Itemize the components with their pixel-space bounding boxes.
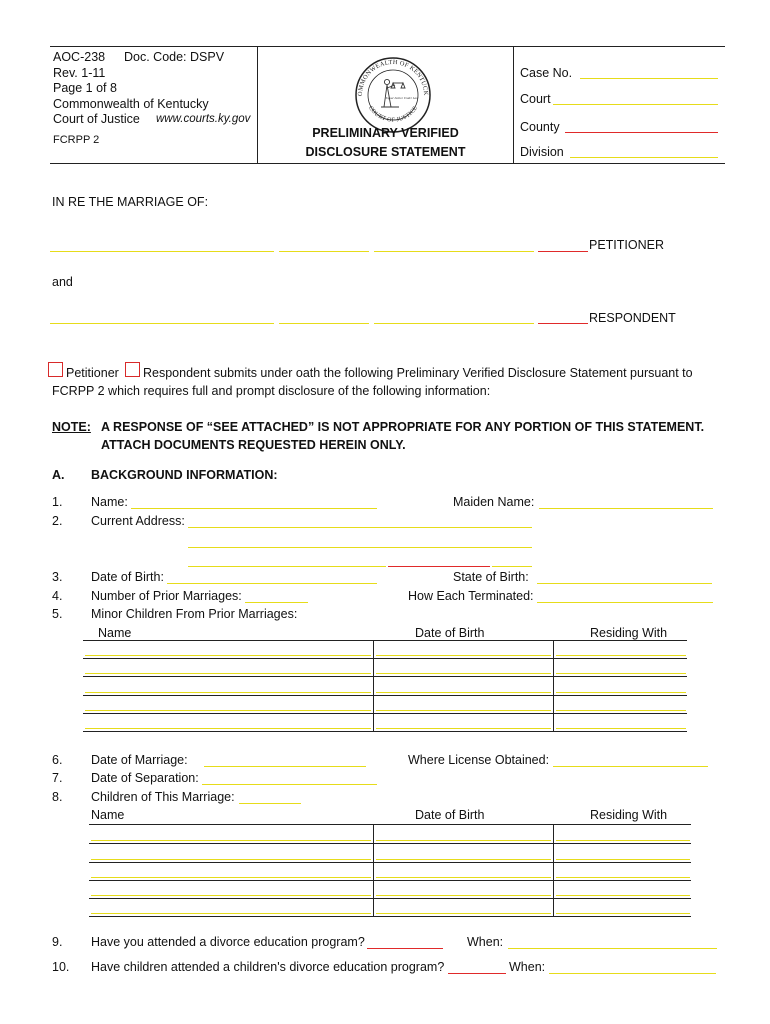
divorce-education-label: Have you attended a divorce education program? (91, 935, 365, 949)
justice-figure-icon (381, 79, 405, 107)
date-of-marriage-label: Date of Marriage: (91, 753, 188, 767)
seal-bottom-text: COURT OF JUSTICE (366, 105, 420, 124)
divorce-education-when-field[interactable] (508, 948, 717, 949)
oath-statement-line2: FCRPP 2 which requires full and prompt disclosure of the following information: (52, 384, 491, 398)
form-title-line1: PRELIMINARY VERIFIED (312, 126, 459, 140)
note-line1: A RESPONSE OF “SEE ATTACHED” IS NOT APPROPRIATE FOR ANY PORTION OF THIS STATEMENT. (101, 420, 705, 434)
children-of-marriage-label: Children of This Marriage: (91, 790, 235, 804)
children-education-field[interactable] (448, 973, 506, 974)
division-field[interactable] (570, 157, 718, 158)
date-of-separation-field[interactable] (202, 784, 377, 785)
current-address-label: Current Address: (91, 514, 185, 528)
and-label: and (52, 275, 73, 289)
case-no-field[interactable] (580, 78, 718, 79)
address-city-field[interactable] (188, 566, 386, 567)
table-row[interactable] (89, 898, 691, 899)
table-row[interactable] (89, 843, 691, 844)
division-label: Division (520, 145, 564, 159)
county-label: County (520, 120, 560, 134)
item-2-number: 2. (52, 514, 63, 528)
respondent-last-name-field[interactable] (374, 323, 534, 324)
svg-text:COURT OF JUSTICE (367, 105, 419, 123)
divorce-education-when-label: When: (467, 935, 504, 949)
license-obtained-field[interactable] (553, 766, 708, 767)
how-terminated-label: How Each Terminated: (408, 589, 534, 603)
date-of-birth-label: Date of Birth: (91, 570, 164, 584)
maiden-name-label: Maiden Name: (453, 495, 535, 509)
respondent-label: RESPONDENT (589, 311, 676, 325)
court-label: Court (520, 92, 551, 106)
website-link[interactable]: www.courts.ky.gov (156, 113, 251, 125)
petitioner-suffix-field[interactable] (538, 251, 588, 252)
table-row[interactable] (89, 916, 691, 917)
form-title-line2: DISCLOSURE STATEMENT (305, 145, 466, 159)
section-a-letter: A. (52, 468, 65, 482)
rule-reference: FCRPP 2 (53, 134, 100, 146)
table-header-name: Name (91, 808, 125, 822)
maiden-name-field[interactable] (539, 508, 713, 509)
address-line2-field[interactable] (188, 547, 532, 548)
in-re-marriage: IN RE THE MARRIAGE OF: (52, 195, 209, 209)
table-header-residing: Residing With (590, 626, 668, 640)
oath-statement-line1: Respondent submits under oath the following Preliminary Verified Disclosure Statement pursuant to (143, 366, 693, 380)
children-education-label: Have children attended a children's divorce education program? (91, 960, 445, 974)
court-of-justice: Court of Justice (53, 112, 140, 126)
children-of-marriage-field[interactable] (239, 803, 301, 804)
item-10-number: 10. (52, 960, 70, 974)
prior-children-label: Minor Children From Prior Marriages: (91, 607, 298, 621)
respondent-middle-name-field[interactable] (279, 323, 369, 324)
case-no-label: Case No. (520, 66, 573, 80)
children-education-when-field[interactable] (549, 973, 716, 974)
table-row[interactable] (89, 880, 691, 881)
address-state-field[interactable] (388, 566, 490, 567)
table-header-name: Name (98, 626, 132, 640)
item-5-number: 5. (52, 607, 63, 621)
note-line2: ATTACH DOCUMENTS REQUESTED HEREIN ONLY. (101, 438, 406, 452)
table-row[interactable] (83, 731, 687, 732)
item-6-number: 6. (52, 753, 63, 767)
address-zip-field[interactable] (492, 566, 532, 567)
state-of-birth-field[interactable] (537, 583, 712, 584)
prior-marriages-field[interactable] (245, 602, 308, 603)
section-a-title: BACKGROUND INFORMATION: (91, 468, 278, 482)
table-row[interactable] (89, 862, 691, 863)
table-row[interactable] (83, 676, 687, 677)
item-9-number: 9. (52, 935, 63, 949)
doc-code: Doc. Code: DSPV (124, 50, 225, 64)
page-number: Page 1 of 8 (53, 81, 117, 95)
kentucky-seal (353, 55, 433, 135)
name-field[interactable] (131, 508, 377, 509)
respondent-suffix-field[interactable] (538, 323, 588, 324)
seal-motto: Equal Justice Under Law (385, 96, 419, 100)
children-education-when-label: When: (509, 960, 546, 974)
item-3-number: 3. (52, 570, 63, 584)
state-of-birth-label: State of Birth: (453, 570, 529, 584)
seal-graphic (353, 55, 433, 135)
court-field[interactable] (553, 104, 718, 105)
table-header-dob: Date of Birth (415, 808, 485, 822)
respondent-checkbox[interactable] (125, 362, 140, 377)
item-1-number: 1. (52, 495, 63, 509)
form-number: AOC-238 (53, 50, 106, 64)
petitioner-middle-name-field[interactable] (279, 251, 369, 252)
table-row[interactable] (83, 695, 687, 696)
petitioner-last-name-field[interactable] (374, 251, 534, 252)
county-field[interactable] (565, 132, 718, 133)
petitioner-label: PETITIONER (589, 238, 665, 252)
seal-top-text: OMMONWEALTH OF KENTUCK (356, 58, 430, 97)
item-8-number: 8. (52, 790, 63, 804)
how-terminated-field[interactable] (537, 602, 713, 603)
divorce-education-field[interactable] (367, 948, 443, 949)
license-obtained-label: Where License Obtained: (408, 753, 550, 767)
name-label: Name: (91, 495, 128, 509)
state-name: Commonwealth of Kentucky (53, 97, 209, 111)
date-of-separation-label: Date of Separation: (91, 771, 199, 785)
item-4-number: 4. (52, 589, 63, 603)
note-label: NOTE: (52, 420, 91, 434)
revision: Rev. 1-11 (53, 66, 106, 80)
petitioner-checkbox[interactable] (48, 362, 63, 377)
prior-marriages-label: Number of Prior Marriages: (91, 589, 242, 603)
item-7-number: 7. (52, 771, 63, 785)
table-row[interactable] (83, 713, 687, 714)
address-line1-field[interactable] (188, 527, 532, 528)
petitioner-first-name-field[interactable] (50, 251, 274, 252)
date-of-marriage-field[interactable] (204, 766, 366, 767)
petitioner-option-label: Petitioner (66, 366, 119, 380)
table-header-residing: Residing With (590, 808, 668, 822)
table-row[interactable] (83, 658, 687, 659)
table-header-dob: Date of Birth (415, 626, 485, 640)
date-of-birth-field[interactable] (167, 583, 377, 584)
respondent-first-name-field[interactable] (50, 323, 274, 324)
